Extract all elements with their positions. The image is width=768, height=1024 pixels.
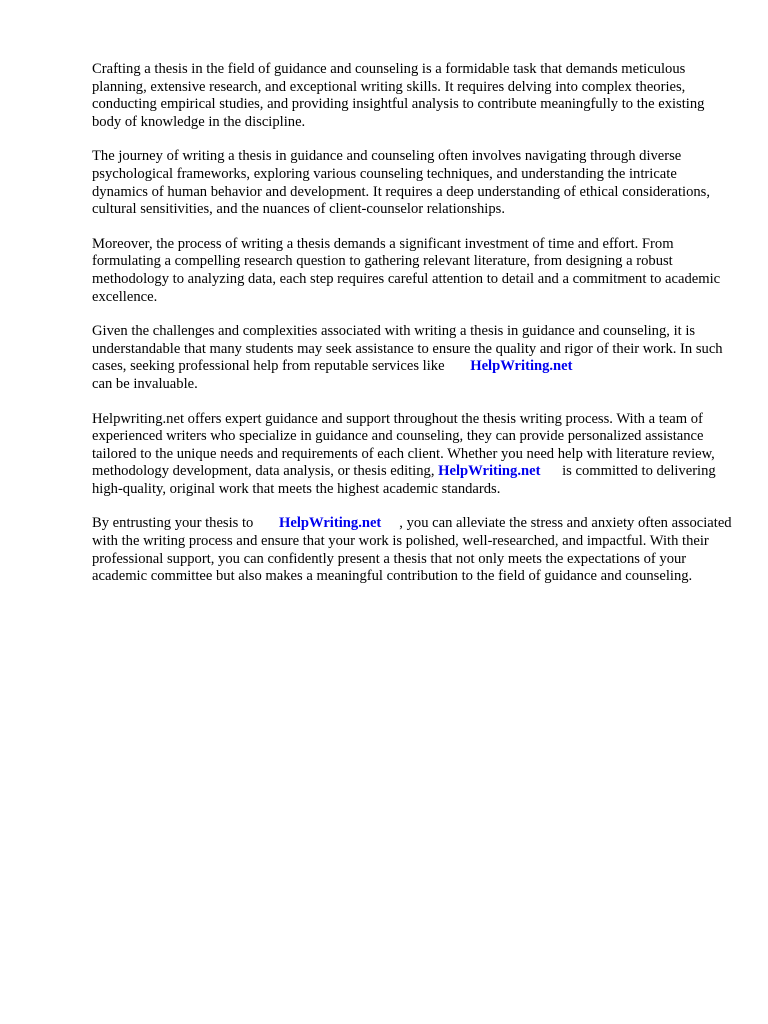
paragraph-journey: The journey of writing a thesis in guidance and counseling often involves navigating through diverse psychological frameworks, exploring various counseling techniques, and understanding the intricate dynamics of human behavior and development. It requires a deep understanding of ethical considerations, cultural sensitivities, and the nuances of client-counselor relationships. bbox=[92, 148, 711, 218]
paragraph-challenges-tail: can be invaluable. bbox=[92, 375, 198, 392]
paragraph-intro: Crafting a thesis in the field of guidance and counseling is a formidable task that demands meticulous planning, extensive research, and exceptional writing skills. It requires delving into complex theories, conducting empirical studies, and providing insightful analysis to contribute meaningfully to the existing body of knowledge in the discipline. bbox=[92, 61, 705, 130]
paragraph-services-tail: is committed to delivering high-quality, original work that meets the highest academic standards. bbox=[92, 463, 716, 497]
helpwriting-link-3[interactable]: HelpWriting.net bbox=[279, 515, 382, 532]
paragraph-process: Moreover, the process of writing a thesis demands a significant investment of time and effort. From formulating a compelling research question to gathering relevant literature, from designing a robust methodology to analyzing data, each step requires careful attention to detail and a commitment to academic excellence. bbox=[92, 235, 721, 305]
helpwriting-link-1[interactable]: HelpWriting.net bbox=[470, 358, 573, 375]
paragraph-entrusting bbox=[92, 515, 732, 585]
paragraph-challenges bbox=[92, 323, 732, 393]
helpwriting-link-2[interactable]: HelpWriting.net bbox=[438, 463, 541, 480]
paragraph-challenges-text: Given the challenges and complexities associated with writing a thesis in guidance and counseling, it is understandable that many students may seek assistance to ensure the quality and rigor of their work. In such cases, seeking professional help from reputable services like bbox=[92, 323, 723, 375]
paragraph-entrusting-text: By entrusting your thesis to bbox=[92, 515, 254, 532]
paragraph-services bbox=[92, 411, 732, 499]
document-body bbox=[92, 61, 732, 603]
paragraph-entrusting-tail: , you can alleviate the stress and anxiety often associated with the writing process and ensure that your work is polished, well-researched, and impactful. With their professional support, you can confidently present a thesis that not only meets the expectations of your academic committee but also makes a meaningful contribution to the field of guidance and counseling. bbox=[92, 515, 732, 585]
paragraph-services-text: Helpwriting.net offers expert guidance and support throughout the thesis writing process. With a team of experienced writers who specialize in guidance and counseling, they can provide personalized assistance tailored to the unique needs and requirements of each client. Whether you need help with literature review, methodology development, data analysis, or thesis editing, bbox=[92, 410, 715, 480]
